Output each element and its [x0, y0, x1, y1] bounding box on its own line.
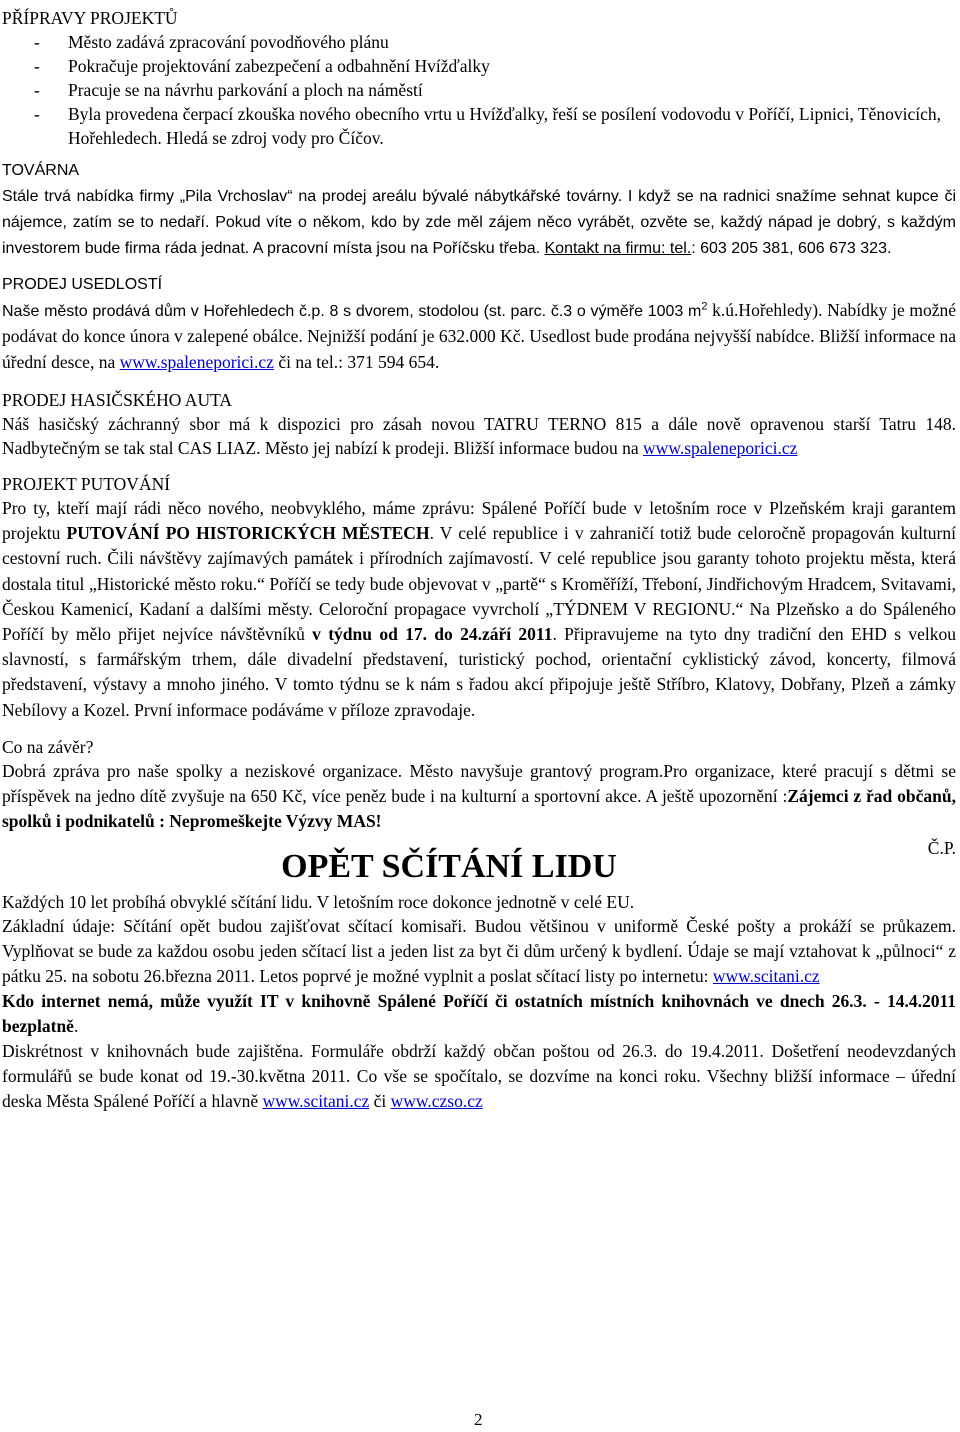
- bold-text: v týdnu od 17. do 24.září 2011: [312, 624, 553, 645]
- bold-text: Kdo internet nemá, může využít IT v knihovně Spálené Poříčí či ostatních místních knihovnách ve dnech 26.3. - 14.4.2011 bezplatně: [2, 990, 956, 1036]
- section-heading: PROJEKT PUTOVÁNÍ: [2, 474, 171, 494]
- list-item: - Pokračuje projektování zabezpečení a odbahnění Hvížďalky: [2, 54, 956, 78]
- paragraph-text: Náš hasičský záchranný sbor má k dispozici pro zásah novou TATRU TERNO 815 a dále nově opravenou starší Tatru 148. Nadbytečným se tak stal CAS LIAZ. Město jej nabízí k prodeji. Bližší informace budou na: [2, 414, 956, 458]
- website-link[interactable]: www.spaleneporici.cz: [119, 352, 274, 372]
- list-item: - Pracuje se na návrhu parkování a ploch na náměstí: [2, 78, 956, 102]
- list-item: - Byla provedena čerpací zkouška nového obecního vrtu u Hvížďalky, řeší se posílení vodovodu v Poříčí, Lipnici, Těnovicích, Hořehledech. Hledá se zdroj vody pro Číčov.: [2, 102, 956, 150]
- page-number: 2: [474, 1410, 483, 1429]
- section-paragraph: [2, 412, 956, 460]
- superscript: 2: [701, 300, 708, 313]
- section-heading: PRODEJ HASIČSKÉHO AUTA: [2, 390, 233, 410]
- dash-list: [2, 30, 956, 150]
- census-link[interactable]: www.scitani.cz: [262, 1090, 370, 1111]
- czso-link[interactable]: www.czso.cz: [390, 1090, 483, 1111]
- paragraph-text: Diskrétnost v knihovnách bude zajištěna. Formuláře obdrží každý občan poštou od 26.3. do 19.4.2011. Došetření neodevzdaných formulářů se bude konat od 19.-30.května 2011. Co vše se spočítalo, se dozvíme na konci roku. Všechny bližší informace – úřední deska Města Spálené Poříčí a hlavně: [2, 1040, 956, 1111]
- paragraph-text: Stále trvá nabídka firmy „Pila Vrchoslav“ na prodej areálu bývalé nábytkářské továrny. I když se na radnici snažíme sehnat kupce či nájemce, zatím se to nedaří. Pokud víte o někom, kdo by zde měl zájem něco vyrábět, ozvěte se, každý nápad je dobrý, s každým investorem bude firma ráda jednat. A pracovní místa jsou na Poříčsku třeba.: [2, 188, 956, 257]
- contact-link[interactable]: Kontakt na firmu: tel.: [544, 240, 692, 257]
- website-link[interactable]: www.spaleneporici.cz: [643, 438, 798, 458]
- paragraph-text: k.ú.Hořehledy). Nabídky je možné podávat do konce února v zalepené obálce. Nejnižší podání je 632.000 Kč. Usedlost bude prodána nejvyšší nabídce. Bližší informace na úřední desce, na: [2, 300, 957, 372]
- census-title: OPĚT SČÍTÁNÍ LIDU: [281, 847, 617, 885]
- section-heading: TOVÁRNA: [2, 162, 80, 179]
- paragraph-text: Základní údaje: Sčítání opět budou zajišťovat sčítací komisaři. Budou většinou v uniformě České pošty a prokáží se průkazem. Vyplňovat se bude za každou osobu jeden sčítací list a jeden list za byt či dům určený k bydlení. Údaje se mají vztahovat k „půlnoci“ z pátku 25. na sobotu 26.března 2011. Letos poprvé je možné vyplnit a poslat sčítací listy po internetu:: [2, 915, 956, 986]
- paragraph-text: .: [73, 1015, 79, 1036]
- list-item: - Město zadává zpracování povodňového plánu: [2, 30, 956, 54]
- signature: Č.P.: [927, 837, 956, 858]
- section-heading: Co na závěr?: [2, 736, 94, 757]
- paragraph-text: či: [369, 1090, 391, 1111]
- census-paragraph: [2, 989, 956, 1039]
- contact-phones: : 603 205 381, 606 673 323.: [691, 240, 892, 257]
- bold-text: Zájemci z řad občanů, spolků i podnikatelů : Nepromeškejte Výzvy MAS!: [2, 785, 956, 831]
- paragraph-text: . V celé republice i v zahraničí totiž bude celoročně propagován kulturní cestovní ruch. Čili návštěvy zajímavých památek i přírodních zajímavostí. V celé republice jsou garanty tohoto projektu města, která dostala titul „Historické město roku.“ Poříčí se tedy bude objevovat v „partě“ s Kroměříží, Třeboní, Jindřichovým Hradcem, Svitavami, Českou Kamenicí, Kadaní a dalšími městy. Celoroční propagace vyvrcholí „TÝDNEM V REGIONU.“ Na Plzeňsko a do Spáleného Poříčí by mělo přijet nejvíce návštěvníků: [2, 523, 956, 645]
- paragraph-text: . Připravujeme na tyto dny tradiční den EHD s velkou slavností, s farmářským trhem, dále divadelní představení, turistický pochod, orientační cyklistický závod, koncerty, filmová představení, výstavy a mnoho jiného. V tomto týdnu se k nám s řadou akcí připojuje ještě Stříbro, Klatovy, Dobřany, Plzeň a zámky Nebílovy a Kozel. První informace podáváme v příloze zpravodaje.: [2, 624, 956, 720]
- census-link[interactable]: www.scitani.cz: [712, 965, 820, 986]
- paragraph-text: Pro ty, kteří mají rádi něco nového, neobvyklého, máme zprávu: Spálené Poříčí bude v letošním roce v Plzeňském kraji garantem projektu: [2, 498, 956, 544]
- section-paragraph: [2, 184, 956, 262]
- section-paragraph: [2, 298, 956, 376]
- section-heading: PRODEJ USEDLOSTÍ: [2, 276, 163, 293]
- census-paragraph: Každých 10 let probíhá obvyklé sčítání lidu. V letošním roce dokonce jednotně v celé EU.: [2, 891, 635, 912]
- section-fire-truck-sale: [2, 388, 956, 460]
- section-homestead-sale: [2, 272, 956, 376]
- section-census: [2, 848, 956, 1114]
- paragraph-text: Dobrá zpráva pro naše spolky a neziskové organizace. Město navyšuje grantový program.Pro organizace, které pracují s dětmi se příspěvek na jedno dítě zvyšuje na 650 Kč, více peněz bude i na kulturní a sportovní akce. A ještě upozornění :: [2, 760, 956, 806]
- section-travel-project: [2, 472, 956, 723]
- census-paragraph: [2, 1039, 956, 1114]
- document-page: [2, 6, 956, 1124]
- paragraph-text: či na tel.: 371 594 654.: [273, 352, 440, 372]
- section-paragraph: [2, 496, 956, 723]
- section-conclusion: [2, 735, 956, 860]
- bold-text: PUTOVÁNÍ PO HISTORICKÝCH MĚSTECH: [66, 523, 430, 544]
- section-paragraph: [2, 759, 956, 834]
- section-heading: PŘÍPRAVY PROJEKTŮ: [2, 8, 178, 28]
- census-paragraph: [2, 914, 956, 989]
- paragraph-text: Naše město prodává dům v Hořehledech č.p. 8 s dvorem, stodolou (st. parc. č.3 o výměře 1003 m: [2, 303, 702, 320]
- section-project-preparations: [2, 6, 956, 150]
- section-factory: [2, 158, 956, 262]
